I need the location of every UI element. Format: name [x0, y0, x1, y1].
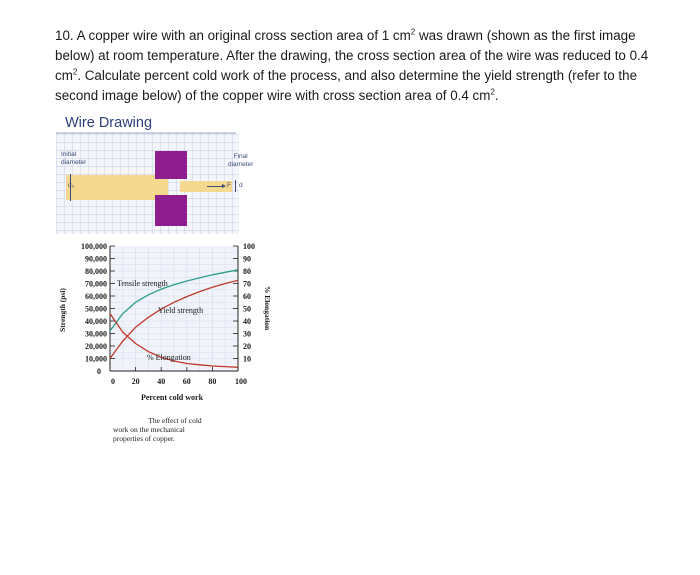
y-right-tick-label: 10: [243, 354, 251, 364]
question-part-2: was drawn (shown as the first image below) at room temperature. After the drawing, the cross section area of the wire was reduced to 0.4 cm: [55, 28, 649, 83]
y-right-tick-label: 70: [243, 279, 251, 289]
question-part-1: A copper wire with an original cross section area of 1 cm: [76, 28, 411, 43]
y-right-tick-label: 100: [243, 242, 255, 251]
figure-caption: [113, 416, 223, 443]
y-left-tick-label: 70,000: [85, 279, 107, 289]
y-right-axis-label: % Elongation: [263, 285, 272, 331]
y-right-tick-label: 50: [243, 304, 251, 314]
force-label: F: [227, 182, 231, 189]
y-left-tick-label: 80,000: [85, 267, 107, 276]
annotation-yield: Yield strength: [158, 306, 204, 315]
d0-label: d₀: [68, 182, 75, 189]
caption-line-2: work on the mechanical: [113, 425, 185, 434]
y-right-tick-label: 80: [243, 267, 251, 276]
question-part-4: .: [494, 88, 499, 103]
x-tick-label: 0: [111, 377, 115, 386]
y-left-axis-label: Strength (psi): [58, 288, 67, 332]
caption-line-3: properties of copper.: [113, 434, 175, 443]
annotation-tensile: Tensile strength: [117, 279, 168, 288]
y-right-tick-label: 30: [243, 329, 251, 339]
annotation-elongation: % Elongation: [147, 353, 191, 362]
y-right-tick-label: 90: [243, 254, 251, 264]
x-tick-label: 60: [182, 377, 191, 386]
d-label: d: [239, 182, 243, 189]
initial-diameter-label: Initial diameter: [61, 151, 87, 166]
x-tick-label: 40: [157, 377, 166, 386]
y-left-tick-label: 30,000: [85, 329, 107, 339]
superscript-2: 2: [72, 67, 78, 77]
y-left-tick-label: 20,000: [85, 342, 107, 351]
question-part-3: . Calculate percent cold work of the process, and also determine the yield strength (refer to the second image below) of the copper wire with cross section area of 0.4 cm: [55, 68, 638, 103]
y-right-tick-label: 40: [243, 317, 251, 326]
caption-line-1: The effect of cold: [148, 416, 202, 425]
x-tick-label: 100: [235, 377, 247, 386]
x-tick-label: 20: [131, 377, 140, 386]
x-tick-label: 80: [208, 377, 217, 386]
y-left-tick-label: 100,000: [81, 242, 107, 251]
superscript-1: 2: [410, 27, 416, 37]
y-left-tick-label: 0: [97, 367, 101, 376]
y-left-tick-label: 90,000: [85, 254, 107, 264]
superscript-3: 2: [490, 87, 495, 97]
y-left-tick-label: 40,000: [85, 317, 107, 326]
wire-drawing-title: Wire Drawing: [65, 115, 153, 131]
x-axis-label: Percent cold work: [140, 393, 204, 402]
final-diameter-label: Final diameter: [228, 153, 254, 168]
y-right-tick-label: 20: [243, 342, 251, 351]
y-left-tick-label: 60,000: [85, 292, 107, 301]
y-left-tick-label: 10,000: [85, 354, 107, 364]
y-right-tick-label: 60: [243, 292, 251, 301]
y-left-tick-label: 50,000: [85, 304, 107, 314]
question-number: 10.: [55, 28, 74, 43]
